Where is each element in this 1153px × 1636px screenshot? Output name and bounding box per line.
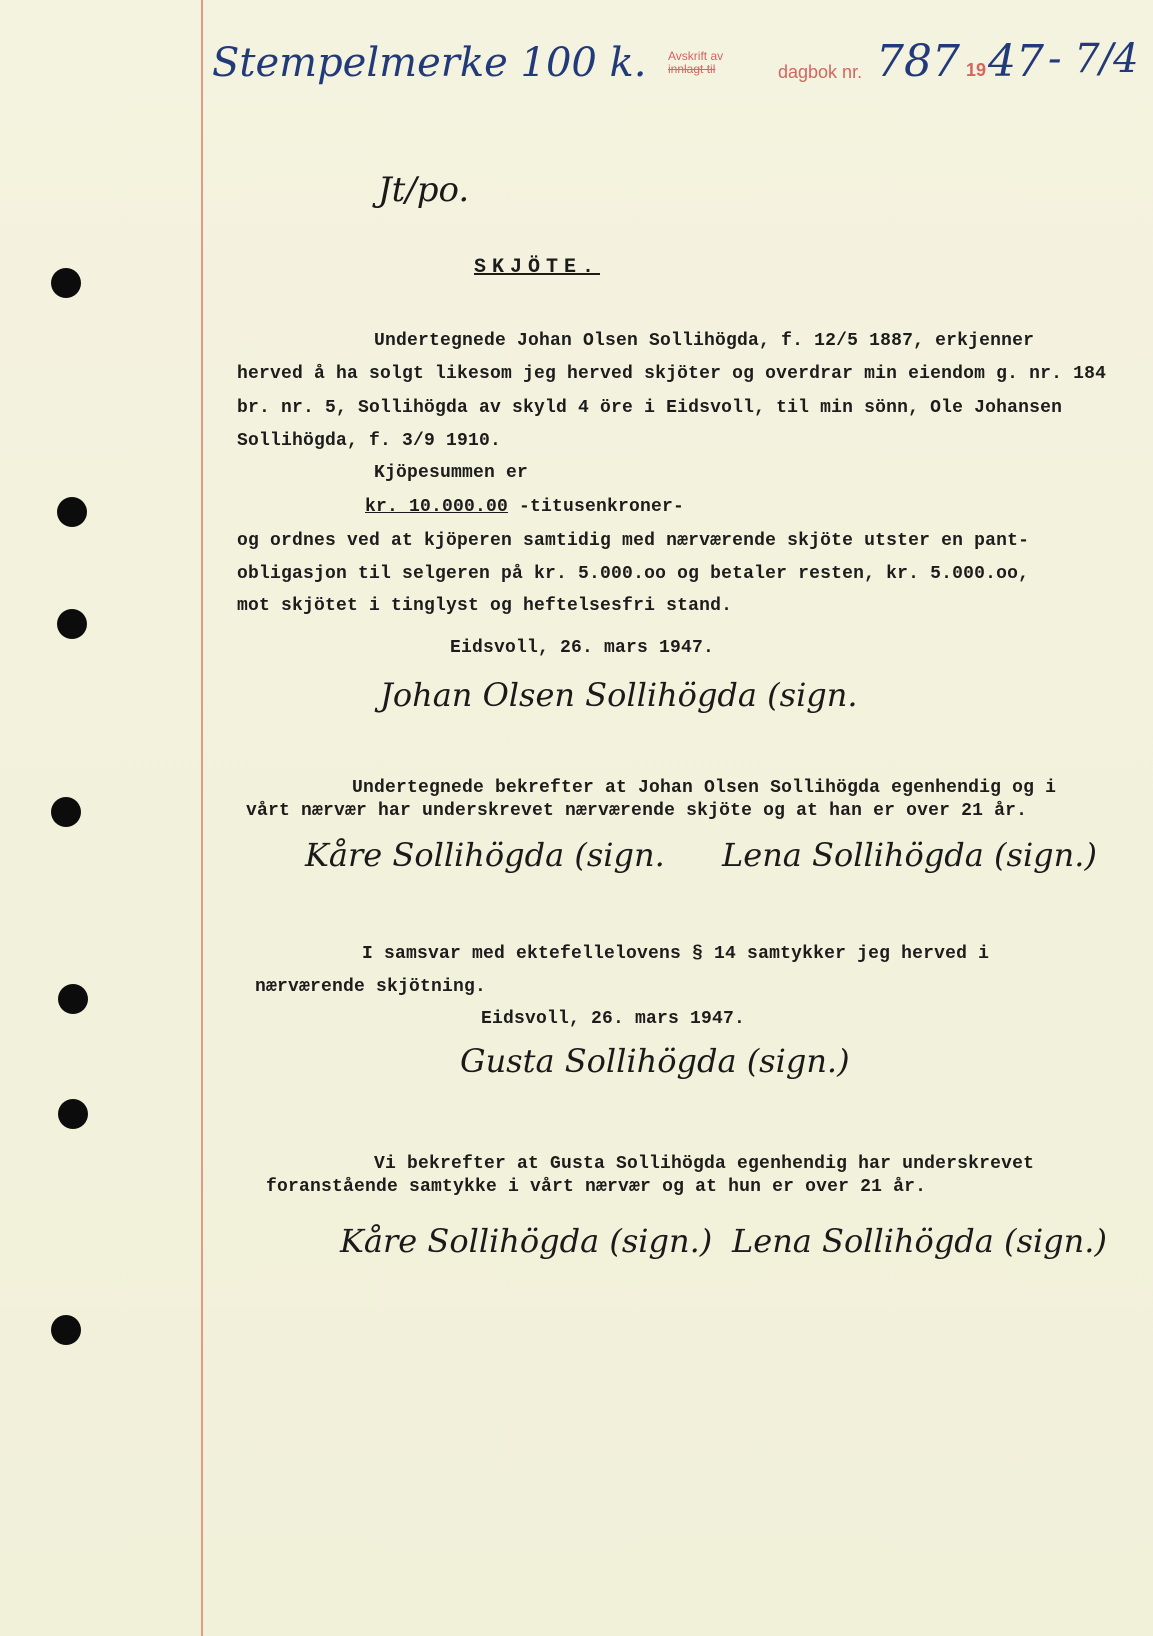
paragraph-line: herved å ha solgt likesom jeg herved skjöter og overdrar min eiendom g. nr. 184: [237, 364, 1107, 384]
paragraph-line: Sollihögda, f. 3/9 1910.: [237, 431, 502, 451]
punch-hole-icon: [57, 497, 87, 527]
place-date: Eidsvoll, 26. mars 1947.: [450, 638, 715, 658]
paragraph-line: obligasjon til selgeren på kr. 5.000.oo og betaler resten, kr. 5.000.oo,: [237, 564, 1030, 584]
punch-hole-icon: [51, 268, 81, 298]
witness-line: foranstående samtykke i vårt nærvær og at hun er over 21 år.: [266, 1177, 927, 1197]
punch-hole-icon: [51, 1315, 81, 1345]
paragraph-line: mot skjötet i tinglyst og heftelsesfri stand.: [237, 596, 733, 616]
price-amount: kr. 10.000.00: [365, 497, 509, 517]
punch-hole-icon: [51, 797, 81, 827]
witness-signature-3: Kåre Sollihögda (sign.): [340, 1222, 713, 1260]
signature-seller: Johan Olsen Sollihögda (sign.: [380, 676, 858, 714]
witness-line: Undertegnede bekrefter at Johan Olsen Sollihögda egenhendig og i: [352, 778, 1057, 798]
witness-line: vårt nærvær har underskrevet nærværende skjöte og at han er over 21 år.: [246, 801, 1028, 821]
paragraph-line: og ordnes ved at kjöperen samtidig med nærværende skjöte utster en pant-: [237, 531, 1030, 551]
journal-date: - 7/4: [1048, 36, 1139, 82]
stamp-year-prefix: 19: [966, 60, 987, 80]
punch-hole-icon: [58, 1099, 88, 1129]
place-date: Eidsvoll, 26. mars 1947.: [481, 1009, 746, 1029]
price-intro: Kjöpesummen er: [374, 463, 529, 483]
signature-spouse: Gusta Sollihögda (sign.): [460, 1042, 850, 1080]
initials-note: Jt/po.: [378, 170, 470, 210]
witness-signature-1: Kåre Sollihögda (sign.: [305, 836, 665, 874]
punch-hole-icon: [57, 609, 87, 639]
journal-year: 47: [988, 36, 1044, 87]
stamp-journal-label: dagbok nr.: [778, 62, 863, 82]
price-line: [365, 497, 684, 517]
document-title: SKJÖTE.: [474, 256, 601, 279]
stamp-copy-of: Avskrift av innlagt til: [668, 49, 724, 76]
stamp-fee-note: Stempelmerke 100 k.: [212, 40, 647, 86]
consent-line: nærværende skjötning.: [255, 977, 487, 997]
margin-line: [201, 0, 203, 1636]
consent-line: I samsvar med ektefellelovens § 14 samtykker jeg herved i: [362, 944, 990, 964]
witness-signature-4: Lena Sollihögda (sign.): [732, 1222, 1107, 1260]
punch-hole-icon: [58, 984, 88, 1014]
witness-signature-2: Lena Sollihögda (sign.): [722, 836, 1097, 874]
price-words: -titusenkroner-: [508, 497, 685, 517]
paragraph-line: Undertegnede Johan Olsen Sollihögda, f. 12/5 1887, erkjenner: [374, 331, 1035, 351]
paragraph-line: br. nr. 5, Sollihögda av skyld 4 öre i Eidsvoll, til min sönn, Ole Johansen: [237, 398, 1063, 418]
witness-line: Vi bekrefter at Gusta Sollihögda egenhendig har underskrevet: [374, 1154, 1035, 1174]
journal-number: 787: [876, 36, 960, 87]
